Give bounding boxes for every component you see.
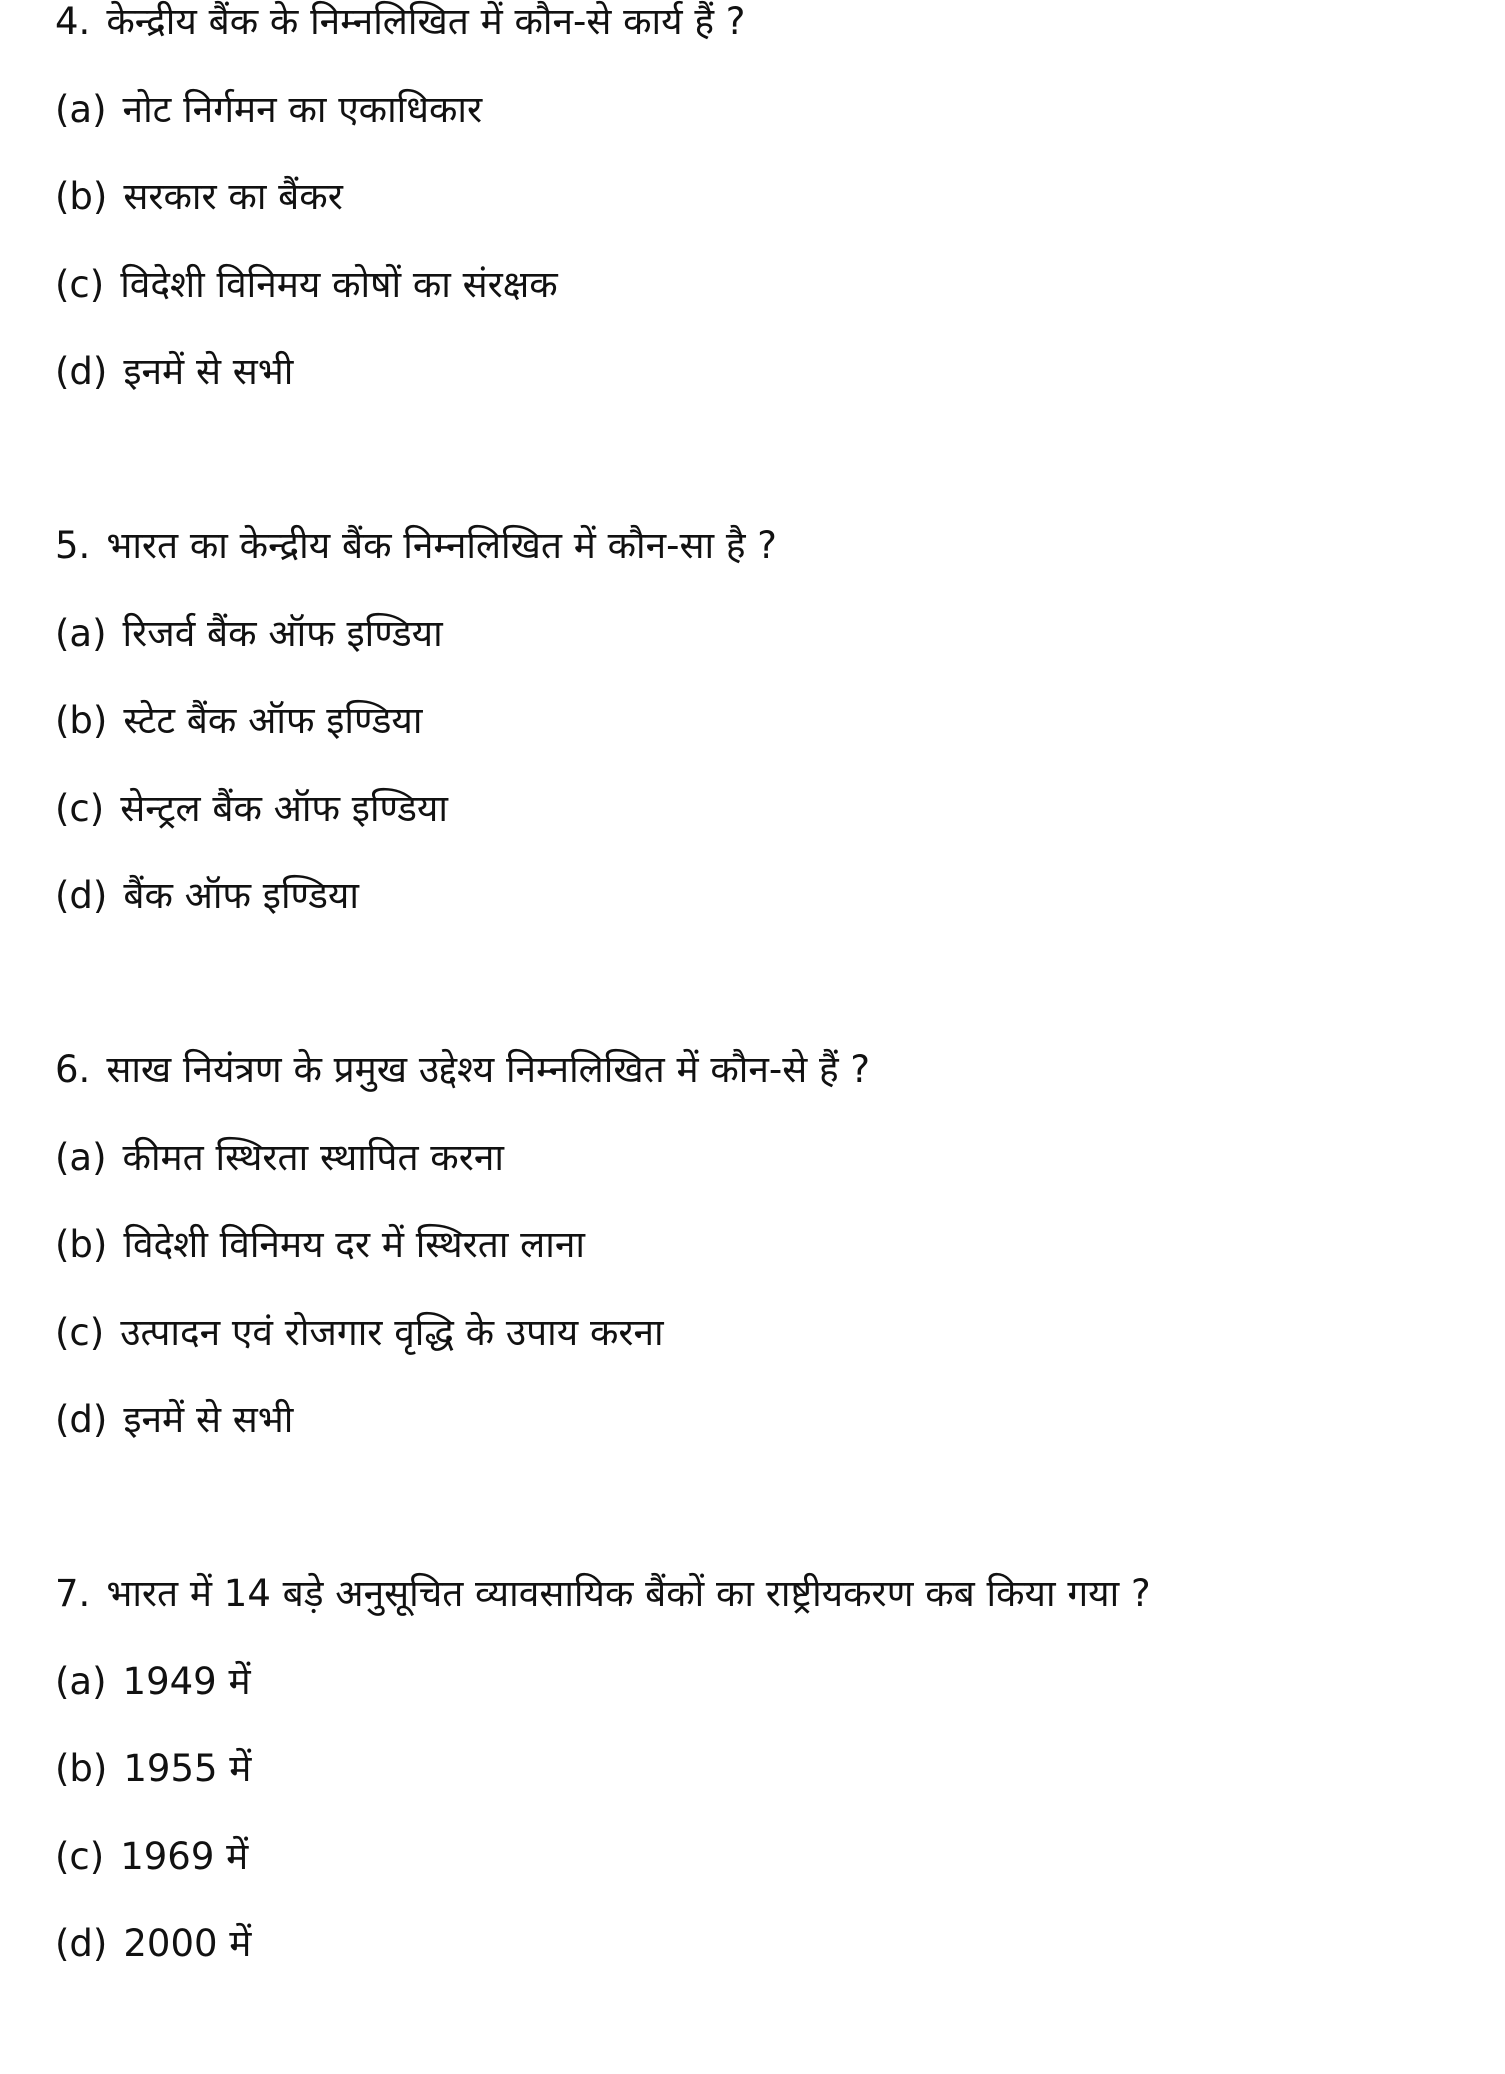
option-text: 1955 में [123, 1747, 252, 1790]
option-label: (d) [55, 1398, 108, 1441]
option-text: सेन्ट्रल बैंक ऑफ इण्डिया [120, 786, 448, 830]
question-block [55, 1026, 1475, 1550]
answer-option [55, 1900, 1475, 1988]
answer-option [55, 765, 1475, 853]
question-number: 6. [55, 1048, 91, 1091]
option-text: कीमत स्थिरता स्थापित करना [122, 1135, 504, 1179]
option-label: (b) [55, 1747, 108, 1790]
question-text [55, 502, 1475, 590]
option-label: (d) [55, 350, 108, 393]
option-label: (a) [55, 1659, 107, 1703]
answer-option [55, 1201, 1475, 1289]
option-label: (b) [55, 1223, 108, 1266]
answer-option [55, 852, 1475, 940]
option-text: विदेशी विनिमय कोषों का संरक्षक [120, 262, 558, 306]
question-number: 7. [55, 1572, 91, 1615]
option-label: (a) [55, 1135, 107, 1179]
option-label: (b) [55, 175, 108, 218]
question-stem: भारत का केन्द्रीय बैंक निम्नलिखित में कौन-सा है ? [106, 524, 777, 567]
question-text [55, 1550, 1475, 1638]
option-text: 1949 में [122, 1659, 251, 1703]
answer-option [55, 1638, 1475, 1726]
answer-option [55, 1813, 1475, 1901]
question-number: 5. [55, 524, 91, 567]
answer-option [55, 66, 1475, 154]
answer-option [55, 1289, 1475, 1377]
question-text [55, 0, 1475, 66]
option-label: (c) [55, 786, 105, 830]
answer-option [55, 241, 1475, 329]
answer-option [55, 590, 1475, 678]
option-label: (d) [55, 1922, 108, 1965]
option-text: नोट निर्गमन का एकाधिकार [122, 87, 483, 131]
option-text: बैंक ऑफ इण्डिया [123, 874, 359, 917]
option-label: (d) [55, 874, 108, 917]
option-text: रिजर्व बैंक ऑफ इण्डिया [122, 611, 443, 655]
answer-option [55, 153, 1475, 241]
answer-option [55, 1376, 1475, 1464]
option-text: विदेशी विनिमय दर में स्थिरता लाना [123, 1223, 585, 1266]
question-stem: केन्द्रीय बैंक के निम्नलिखित में कौन-से कार्य हैं ? [106, 0, 746, 43]
question-sheet [55, 0, 1475, 2074]
answer-option [55, 1725, 1475, 1813]
question-block [55, 502, 1475, 1026]
question-block [55, 1550, 1475, 2074]
question-text [55, 1026, 1475, 1114]
option-text: 1969 में [120, 1834, 249, 1878]
option-label: (a) [55, 87, 107, 131]
question-stem: भारत में 14 बड़े अनुसूचित व्यावसायिक बैंकों का राष्ट्रीयकरण कब किया गया ? [106, 1572, 1151, 1615]
option-text: सरकार का बैंकर [123, 175, 343, 218]
answer-option [55, 328, 1475, 416]
answer-option [55, 677, 1475, 765]
option-label: (c) [55, 262, 105, 306]
option-text: स्टेट बैंक ऑफ इण्डिया [123, 699, 423, 742]
answer-option [55, 1114, 1475, 1202]
option-text: इनमें से सभी [123, 1398, 294, 1441]
option-label: (b) [55, 699, 108, 742]
option-text: उत्पादन एवं रोजगार वृद्धि के उपाय करना [120, 1310, 664, 1354]
question-number: 4. [55, 0, 91, 43]
question-block [55, 0, 1475, 502]
option-text: 2000 में [123, 1922, 252, 1965]
question-stem: साख नियंत्रण के प्रमुख उद्देश्य निम्नलिखित में कौन-से हैं ? [106, 1048, 871, 1091]
option-label: (a) [55, 611, 107, 655]
option-label: (c) [55, 1310, 105, 1354]
option-text: इनमें से सभी [123, 350, 294, 393]
option-label: (c) [55, 1834, 105, 1878]
